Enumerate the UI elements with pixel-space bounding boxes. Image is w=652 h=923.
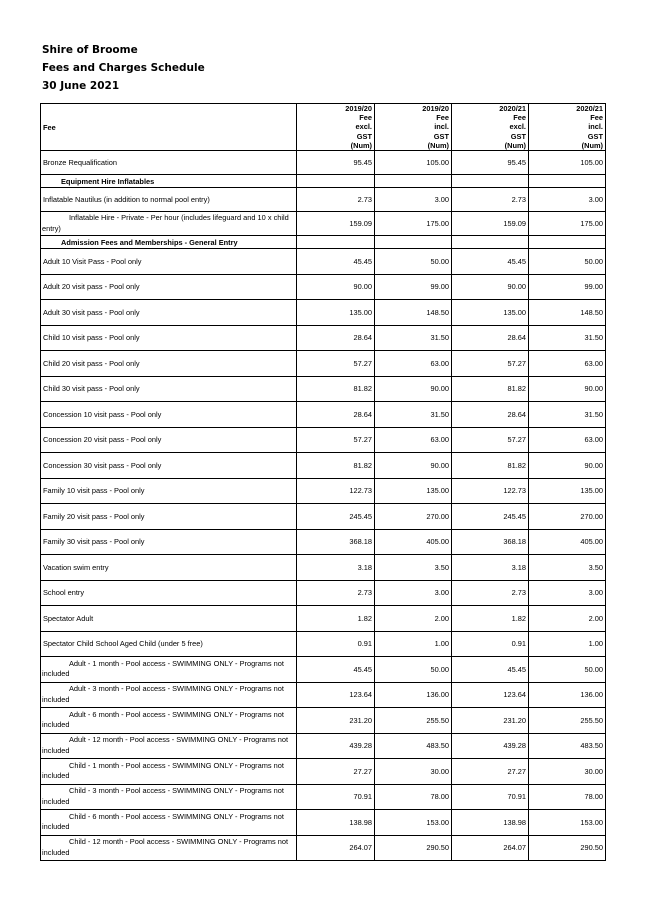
fee-2019-20-incl-gst: 483.50 xyxy=(375,733,452,759)
column-header-line: Fee xyxy=(513,113,526,123)
fee-2019-20-excl-gst: 45.45 xyxy=(297,657,375,683)
fee-2019-20-incl-gst: 290.50 xyxy=(375,835,452,861)
fee-2020-21-excl-gst: 45.45 xyxy=(452,657,529,683)
column-header-line: GST xyxy=(356,131,372,141)
fee-2019-20-excl-gst: 90.00 xyxy=(297,274,375,300)
fee-2020-21-excl-gst: 231.20 xyxy=(452,708,529,734)
fee-2019-20-excl-gst: 95.45 xyxy=(297,151,375,175)
fee-2020-21-incl-gst: 105.00 xyxy=(529,151,606,175)
fee-2019-20-excl-gst: 231.20 xyxy=(297,708,375,734)
fee-2020-21-incl-gst: 135.00 xyxy=(529,478,606,504)
fee-2020-21-excl-gst: 45.45 xyxy=(452,249,529,275)
fee-2020-21-excl-gst: 0.91 xyxy=(452,631,529,657)
fee-2020-21-excl-gst: 1.82 xyxy=(452,606,529,632)
fee-name: Bronze Requalification xyxy=(41,151,297,175)
table-row xyxy=(41,504,606,530)
fee-2020-21-excl-gst: 57.27 xyxy=(452,427,529,453)
fee-2019-20-excl-gst: 245.45 xyxy=(297,504,375,530)
fee-name: Child - 1 month - Pool access - SWIMMING ONLY - Programs not included xyxy=(41,759,297,785)
fee-2019-20-incl-gst: 78.00 xyxy=(375,784,452,810)
fees-table xyxy=(40,103,606,861)
table-row xyxy=(41,274,606,300)
fee-2019-20-incl-gst: 90.00 xyxy=(375,453,452,479)
fee-name: Child - 12 month - Pool access - SWIMMING ONLY - Programs not included xyxy=(41,835,297,861)
column-header-line: 2020/21 xyxy=(499,104,526,113)
column-header-line: 2019/20 xyxy=(345,104,372,113)
table-row xyxy=(41,606,606,632)
fee-2020-21-incl-gst: 136.00 xyxy=(529,682,606,708)
table-row xyxy=(41,478,606,504)
fee-2020-21-incl-gst: 255.50 xyxy=(529,708,606,734)
column-header-line: (Num) xyxy=(350,140,372,150)
fee-2020-21-incl-gst: 50.00 xyxy=(529,249,606,275)
fee-2020-21-excl-gst: 90.00 xyxy=(452,274,529,300)
column-header-fee: Fee xyxy=(41,104,297,151)
column-header-line: (Num) xyxy=(427,140,449,150)
column-header-2020-21-excl-gst xyxy=(452,104,529,151)
fee-2020-21-incl-gst: 31.50 xyxy=(529,325,606,351)
fee-2019-20-excl-gst: 3.18 xyxy=(297,555,375,581)
fee-2020-21-incl-gst: 90.00 xyxy=(529,453,606,479)
fee-2020-21-excl-gst: 135.00 xyxy=(452,300,529,326)
fee-2020-21-incl-gst: 483.50 xyxy=(529,733,606,759)
column-header-line: 2020/21 xyxy=(576,104,603,113)
fee-2020-21-incl-gst: 30.00 xyxy=(529,759,606,785)
fee-name: Child 30 visit pass - Pool only xyxy=(41,376,297,402)
fee-2019-20-incl-gst: 405.00 xyxy=(375,529,452,555)
fee-2020-21-excl-gst: 3.18 xyxy=(452,555,529,581)
column-header-2019-20-excl-gst xyxy=(297,104,375,151)
fee-2019-20-excl-gst: 70.91 xyxy=(297,784,375,810)
empty-cell xyxy=(297,175,375,188)
fee-2020-21-incl-gst: 405.00 xyxy=(529,529,606,555)
organisation-name: Shire of Broome xyxy=(42,44,138,56)
column-header-line: excl. xyxy=(355,122,372,132)
fee-name: Adult - 6 month - Pool access - SWIMMING ONLY - Programs not included xyxy=(41,708,297,734)
fee-2020-21-incl-gst: 175.00 xyxy=(529,212,606,236)
fee-2019-20-incl-gst: 105.00 xyxy=(375,151,452,175)
table-row xyxy=(41,151,606,175)
column-header-line: 2019/20 xyxy=(422,104,449,113)
table-row xyxy=(41,402,606,428)
table-row xyxy=(41,212,606,236)
table-row xyxy=(41,376,606,402)
fee-2019-20-excl-gst: 2.73 xyxy=(297,580,375,606)
fee-name: Child 20 visit pass - Pool only xyxy=(41,351,297,377)
fee-2020-21-excl-gst: 28.64 xyxy=(452,325,529,351)
column-header-2020-21-incl-gst xyxy=(529,104,606,151)
column-header-line: (Num) xyxy=(504,140,526,150)
fee-2019-20-incl-gst: 63.00 xyxy=(375,427,452,453)
fee-name: Adult 20 visit pass - Pool only xyxy=(41,274,297,300)
fee-name: Spectator Child School Aged Child (under 5 free) xyxy=(41,631,297,657)
table-header-row xyxy=(41,104,606,151)
fee-2020-21-incl-gst: 63.00 xyxy=(529,351,606,377)
fee-2020-21-excl-gst: 123.64 xyxy=(452,682,529,708)
fee-2020-21-incl-gst: 270.00 xyxy=(529,504,606,530)
fee-2020-21-excl-gst: 122.73 xyxy=(452,478,529,504)
fee-name: Inflatable Hire - Private - Per hour (includes lifeguard and 10 x child entry) xyxy=(41,212,297,236)
column-header-line: incl. xyxy=(588,122,603,132)
fee-2019-20-excl-gst: 1.82 xyxy=(297,606,375,632)
empty-cell xyxy=(297,236,375,249)
table-row xyxy=(41,810,606,836)
fee-2019-20-excl-gst: 45.45 xyxy=(297,249,375,275)
table-row xyxy=(41,682,606,708)
fee-2019-20-excl-gst: 368.18 xyxy=(297,529,375,555)
fee-2020-21-incl-gst: 99.00 xyxy=(529,274,606,300)
table-row xyxy=(41,325,606,351)
fee-2019-20-incl-gst: 135.00 xyxy=(375,478,452,504)
table-row xyxy=(41,249,606,275)
fee-2020-21-excl-gst: 159.09 xyxy=(452,212,529,236)
empty-cell xyxy=(529,175,606,188)
fee-2019-20-incl-gst: 1.00 xyxy=(375,631,452,657)
column-header-line: incl. xyxy=(434,122,449,132)
fee-2019-20-incl-gst: 136.00 xyxy=(375,682,452,708)
fee-2019-20-excl-gst: 57.27 xyxy=(297,351,375,377)
fee-2020-21-excl-gst: 264.07 xyxy=(452,835,529,861)
fee-2019-20-excl-gst: 123.64 xyxy=(297,682,375,708)
fee-2019-20-excl-gst: 2.73 xyxy=(297,188,375,212)
fee-2019-20-incl-gst: 2.00 xyxy=(375,606,452,632)
fee-2020-21-excl-gst: 439.28 xyxy=(452,733,529,759)
column-header-line: Fee xyxy=(359,113,372,123)
document-date: 30 June 2021 xyxy=(42,80,120,92)
fee-2020-21-incl-gst: 31.50 xyxy=(529,402,606,428)
fee-2020-21-excl-gst: 95.45 xyxy=(452,151,529,175)
fee-2019-20-excl-gst: 57.27 xyxy=(297,427,375,453)
fee-2020-21-excl-gst: 2.73 xyxy=(452,188,529,212)
fee-2020-21-incl-gst: 153.00 xyxy=(529,810,606,836)
fee-name: Inflatable Nautilus (in addition to normal pool entry) xyxy=(41,188,297,212)
fee-2020-21-excl-gst: 28.64 xyxy=(452,402,529,428)
fee-2019-20-incl-gst: 90.00 xyxy=(375,376,452,402)
fee-name: Child - 6 month - Pool access - SWIMMING ONLY - Programs not included xyxy=(41,810,297,836)
fee-2019-20-excl-gst: 264.07 xyxy=(297,835,375,861)
table-row xyxy=(41,351,606,377)
fee-2019-20-excl-gst: 28.64 xyxy=(297,325,375,351)
fee-2019-20-incl-gst: 153.00 xyxy=(375,810,452,836)
column-header-line: Fee xyxy=(590,113,603,123)
fee-2020-21-excl-gst: 70.91 xyxy=(452,784,529,810)
fee-2019-20-incl-gst: 30.00 xyxy=(375,759,452,785)
fee-name: Family 20 visit pass - Pool only xyxy=(41,504,297,530)
fee-2019-20-incl-gst: 270.00 xyxy=(375,504,452,530)
column-header-line: excl. xyxy=(509,122,526,132)
fee-2020-21-incl-gst: 3.00 xyxy=(529,580,606,606)
fee-name: Concession 30 visit pass - Pool only xyxy=(41,453,297,479)
fee-name: Family 10 visit pass - Pool only xyxy=(41,478,297,504)
fee-name: Spectator Adult xyxy=(41,606,297,632)
column-header-line: GST xyxy=(510,131,526,141)
fee-2019-20-incl-gst: 255.50 xyxy=(375,708,452,734)
column-header-line: GST xyxy=(433,131,449,141)
section-title: Equipment Hire Inflatables xyxy=(41,175,297,188)
table-row xyxy=(41,759,606,785)
fee-2019-20-excl-gst: 81.82 xyxy=(297,376,375,402)
fee-2019-20-incl-gst: 175.00 xyxy=(375,212,452,236)
section-title: Admission Fees and Memberships - General Entry xyxy=(41,236,297,249)
fee-2019-20-incl-gst: 31.50 xyxy=(375,402,452,428)
table-row xyxy=(41,188,606,212)
table-row xyxy=(41,708,606,734)
table-row xyxy=(41,657,606,683)
fee-name: Vacation swim entry xyxy=(41,555,297,581)
table-row xyxy=(41,453,606,479)
fee-2019-20-excl-gst: 439.28 xyxy=(297,733,375,759)
fee-2019-20-excl-gst: 138.98 xyxy=(297,810,375,836)
table-row xyxy=(41,427,606,453)
document-header xyxy=(42,41,205,95)
fee-name: Child 10 visit pass - Pool only xyxy=(41,325,297,351)
fee-name: Adult - 12 month - Pool access - SWIMMING ONLY - Programs not included xyxy=(41,733,297,759)
empty-cell xyxy=(529,236,606,249)
fee-2019-20-excl-gst: 122.73 xyxy=(297,478,375,504)
fee-2020-21-excl-gst: 27.27 xyxy=(452,759,529,785)
fee-2020-21-incl-gst: 1.00 xyxy=(529,631,606,657)
fee-2019-20-excl-gst: 81.82 xyxy=(297,453,375,479)
fee-2019-20-incl-gst: 3.50 xyxy=(375,555,452,581)
table-row xyxy=(41,580,606,606)
fee-2020-21-incl-gst: 148.50 xyxy=(529,300,606,326)
table-row xyxy=(41,529,606,555)
document-title: Fees and Charges Schedule xyxy=(42,62,205,74)
fee-2019-20-excl-gst: 27.27 xyxy=(297,759,375,785)
fee-2020-21-excl-gst: 368.18 xyxy=(452,529,529,555)
table-row xyxy=(41,631,606,657)
fee-2019-20-incl-gst: 99.00 xyxy=(375,274,452,300)
fee-2020-21-incl-gst: 90.00 xyxy=(529,376,606,402)
fee-2019-20-incl-gst: 50.00 xyxy=(375,249,452,275)
fee-2020-21-excl-gst: 57.27 xyxy=(452,351,529,377)
table-row xyxy=(41,733,606,759)
table-row xyxy=(41,300,606,326)
fee-2020-21-excl-gst: 2.73 xyxy=(452,580,529,606)
fee-name: Concession 20 visit pass - Pool only xyxy=(41,427,297,453)
empty-cell xyxy=(452,236,529,249)
fee-2020-21-incl-gst: 50.00 xyxy=(529,657,606,683)
column-header-2019-20-incl-gst xyxy=(375,104,452,151)
fee-2020-21-incl-gst: 290.50 xyxy=(529,835,606,861)
fee-name: Child - 3 month - Pool access - SWIMMING ONLY - Programs not included xyxy=(41,784,297,810)
fee-2019-20-incl-gst: 50.00 xyxy=(375,657,452,683)
table-row xyxy=(41,555,606,581)
fee-name: Adult - 3 month - Pool access - SWIMMING ONLY - Programs not included xyxy=(41,682,297,708)
fee-2020-21-incl-gst: 78.00 xyxy=(529,784,606,810)
empty-cell xyxy=(375,236,452,249)
section-row xyxy=(41,236,606,249)
column-header-line: (Num) xyxy=(581,140,603,150)
fee-2019-20-incl-gst: 31.50 xyxy=(375,325,452,351)
fee-2020-21-incl-gst: 2.00 xyxy=(529,606,606,632)
fee-2020-21-excl-gst: 81.82 xyxy=(452,376,529,402)
fee-2020-21-excl-gst: 138.98 xyxy=(452,810,529,836)
fee-name: Adult 10 Visit Pass - Pool only xyxy=(41,249,297,275)
fee-2019-20-incl-gst: 63.00 xyxy=(375,351,452,377)
fee-2019-20-excl-gst: 0.91 xyxy=(297,631,375,657)
column-header-line: GST xyxy=(587,131,603,141)
fee-2019-20-incl-gst: 148.50 xyxy=(375,300,452,326)
fee-2019-20-incl-gst: 3.00 xyxy=(375,188,452,212)
column-header-line: Fee xyxy=(436,113,449,123)
fee-2019-20-excl-gst: 135.00 xyxy=(297,300,375,326)
fee-2019-20-excl-gst: 159.09 xyxy=(297,212,375,236)
fee-2020-21-incl-gst: 3.50 xyxy=(529,555,606,581)
fee-2019-20-excl-gst: 28.64 xyxy=(297,402,375,428)
fee-2019-20-incl-gst: 3.00 xyxy=(375,580,452,606)
fees-table-body xyxy=(41,151,606,861)
fee-name: Concession 10 visit pass - Pool only xyxy=(41,402,297,428)
fee-name: Family 30 visit pass - Pool only xyxy=(41,529,297,555)
table-row xyxy=(41,784,606,810)
fee-name: Adult - 1 month - Pool access - SWIMMING ONLY - Programs not included xyxy=(41,657,297,683)
empty-cell xyxy=(452,175,529,188)
fee-2020-21-excl-gst: 81.82 xyxy=(452,453,529,479)
fee-2020-21-incl-gst: 3.00 xyxy=(529,188,606,212)
section-row xyxy=(41,175,606,188)
fee-name: School entry xyxy=(41,580,297,606)
empty-cell xyxy=(375,175,452,188)
fee-2020-21-incl-gst: 63.00 xyxy=(529,427,606,453)
table-row xyxy=(41,835,606,861)
fee-name: Adult 30 visit pass - Pool only xyxy=(41,300,297,326)
fee-2020-21-excl-gst: 245.45 xyxy=(452,504,529,530)
